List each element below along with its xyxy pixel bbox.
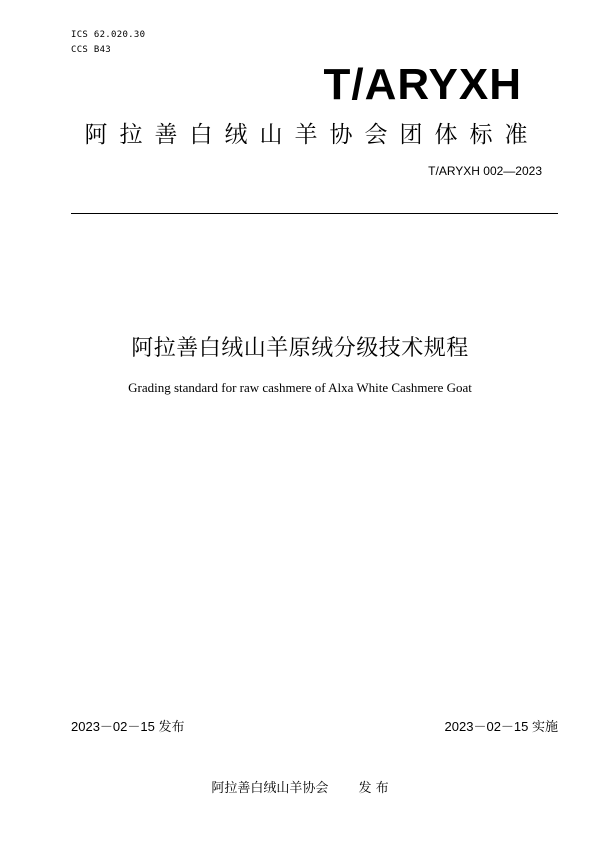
organization-standard-title: 阿拉善白绒山羊协会团体标准 [84,122,540,148]
issue-word: 发 布 [358,781,389,796]
publish-date: 2023－02－15 发布 [71,719,185,734]
standard-logo: T/ARYXH [323,60,522,109]
implement-date: 2023－02－15 实施 [444,719,558,734]
document-title-chinese: 阿拉善白绒山羊原绒分级技术规程 [131,336,469,361]
issuer-line [0,777,600,796]
header-divider [71,213,558,214]
document-title-english: Grading standard for raw cashmere of Alxa White Cashmere Goat [128,380,472,395]
ccs-code: CCS B43 [71,45,112,55]
ics-code: ICS 62.020.30 [71,30,146,40]
standard-number: T/ARYXH 002—2023 [428,164,542,178]
issuer-name: 阿拉善白绒山羊协会 [211,781,329,796]
